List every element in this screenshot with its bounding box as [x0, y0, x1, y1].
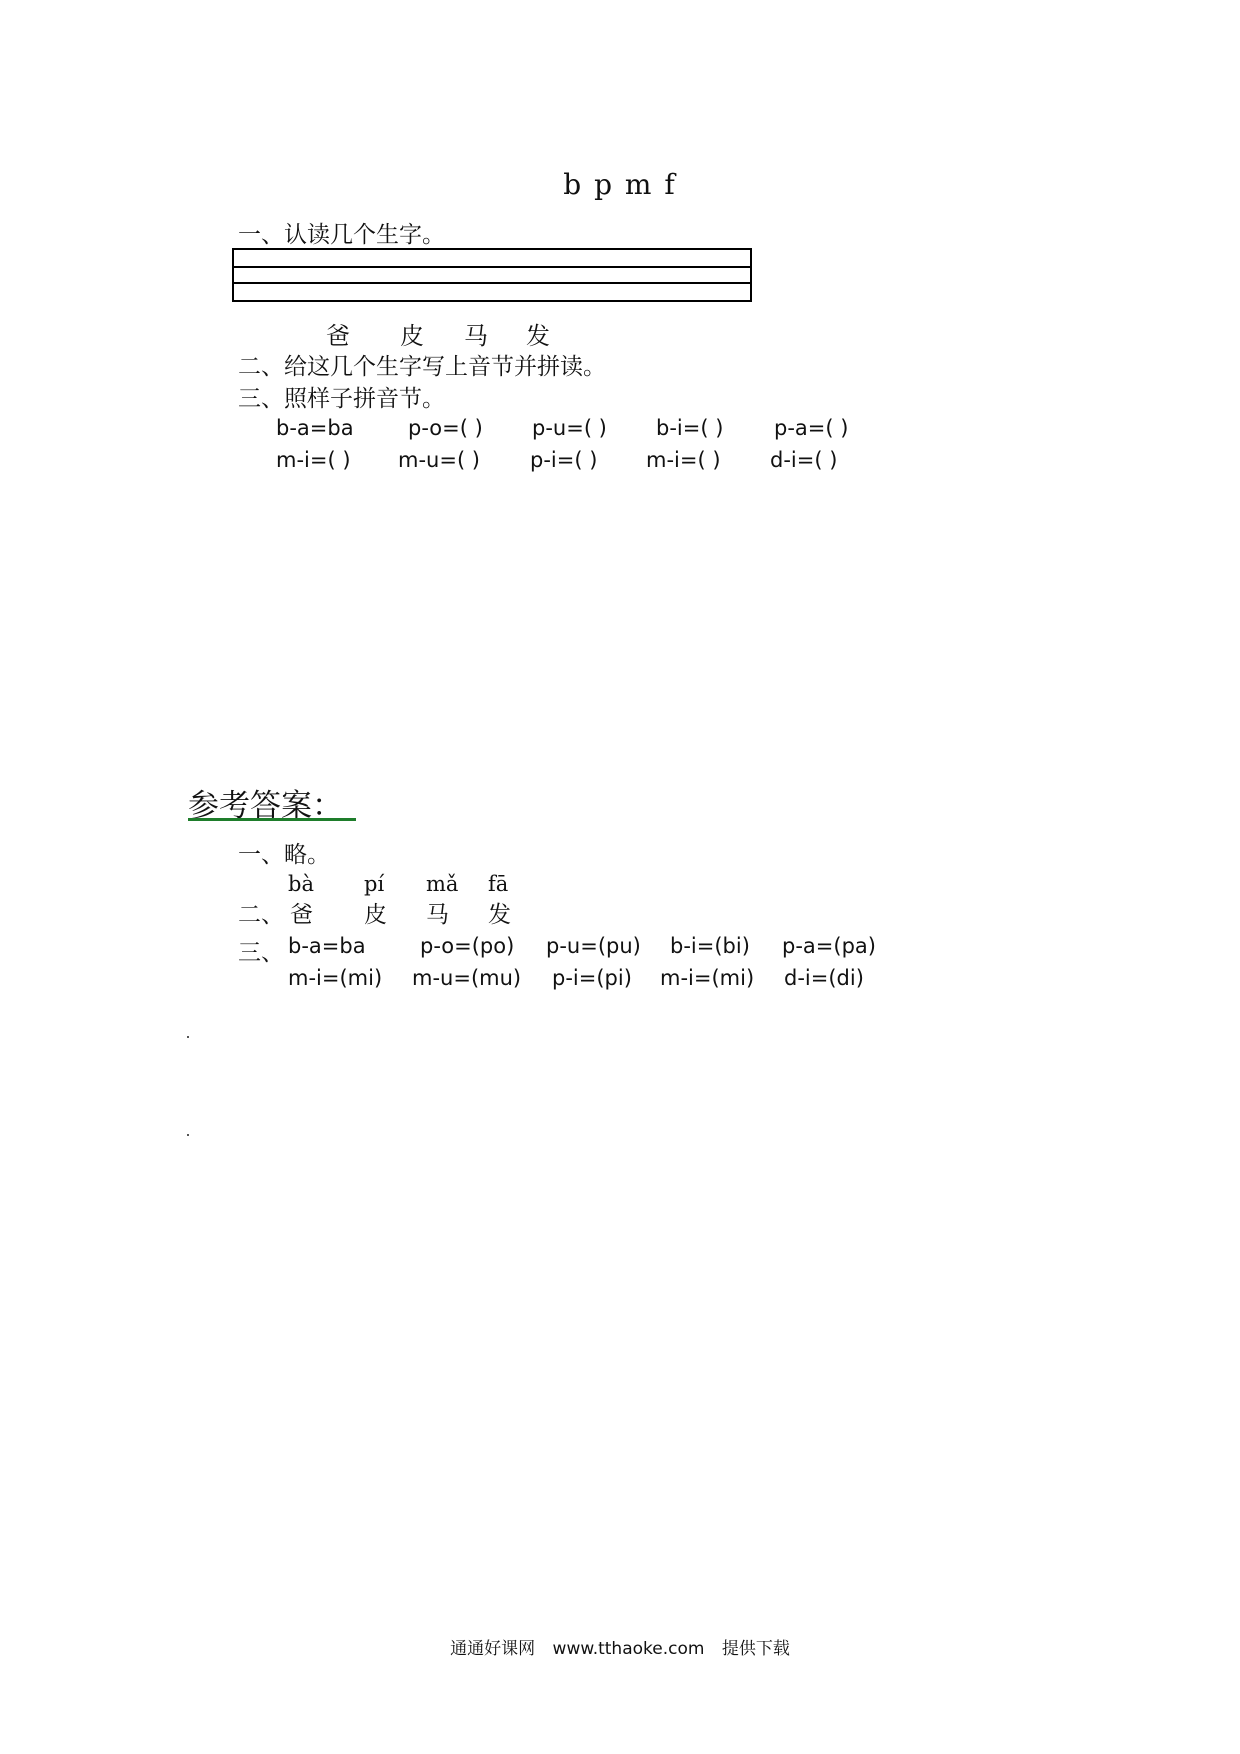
section1-char: 发	[526, 322, 550, 350]
exercise-item: d-i=( )	[770, 448, 838, 472]
answer-2-pinyin: mǎ	[426, 872, 459, 896]
exercise-item: p-o=( )	[408, 416, 483, 440]
answer-2-pinyin: pí	[364, 872, 385, 896]
answers-title-underline	[188, 818, 356, 821]
speck	[187, 1134, 189, 1136]
section3-heading: 三、照样子拼音节。	[238, 386, 445, 412]
answer-1: 一、略。	[238, 842, 330, 868]
answer-2-char: 发	[488, 902, 511, 928]
footer-site-name: 通通好课网	[450, 1639, 536, 1659]
answer-item: m-u=(mu)	[412, 966, 522, 990]
writing-line	[234, 282, 750, 284]
footer	[0, 1634, 1240, 1659]
answer-item: p-u=(pu)	[546, 934, 641, 958]
answer-item: m-i=(mi)	[288, 966, 383, 990]
exercise-item: p-i=( )	[530, 448, 598, 472]
answer-2-label: 二、	[238, 902, 284, 928]
footer-url[interactable]: www.tthaoke.com	[552, 1639, 705, 1659]
answers-title: 参考答案：	[188, 788, 343, 824]
section1-char: 爸	[326, 322, 350, 350]
answer-2-pinyin: fā	[488, 872, 509, 896]
writing-line	[234, 266, 750, 268]
section1-heading: 一、认读几个生字。	[238, 222, 445, 248]
writing-lines-box	[232, 248, 752, 302]
exercise-item: m-i=( )	[646, 448, 721, 472]
answer-2-char: 爸	[290, 902, 313, 928]
answer-item: p-i=(pi)	[552, 966, 632, 990]
answer-item: b-i=(bi)	[670, 934, 750, 958]
exercise-item: m-u=( )	[398, 448, 481, 472]
exercise-item: m-i=( )	[276, 448, 351, 472]
section2-heading: 二、给这几个生字写上音节并拼读。	[238, 354, 606, 380]
page-title: b p m f	[563, 168, 677, 201]
speck	[187, 1036, 189, 1038]
answer-item: p-a=(pa)	[782, 934, 876, 958]
answer-item: m-i=(mi)	[660, 966, 755, 990]
answer-2-char: 马	[426, 902, 449, 928]
answer-2-pinyin: bà	[288, 872, 314, 896]
answer-2-char: 皮	[364, 902, 387, 928]
exercise-item: p-a=( )	[774, 416, 849, 440]
answer-item: b-a=ba	[288, 934, 366, 958]
answer-item: d-i=(di)	[784, 966, 864, 990]
answer-item: p-o=(po)	[420, 934, 515, 958]
answer-3-label: 三、	[238, 940, 284, 966]
section1-char: 皮	[400, 322, 424, 350]
section1-char: 马	[464, 322, 488, 350]
exercise-item: p-u=( )	[532, 416, 607, 440]
exercise-item: b-a=ba	[276, 416, 354, 440]
exercise-item: b-i=( )	[656, 416, 724, 440]
footer-suffix: 提供下载	[721, 1639, 790, 1659]
